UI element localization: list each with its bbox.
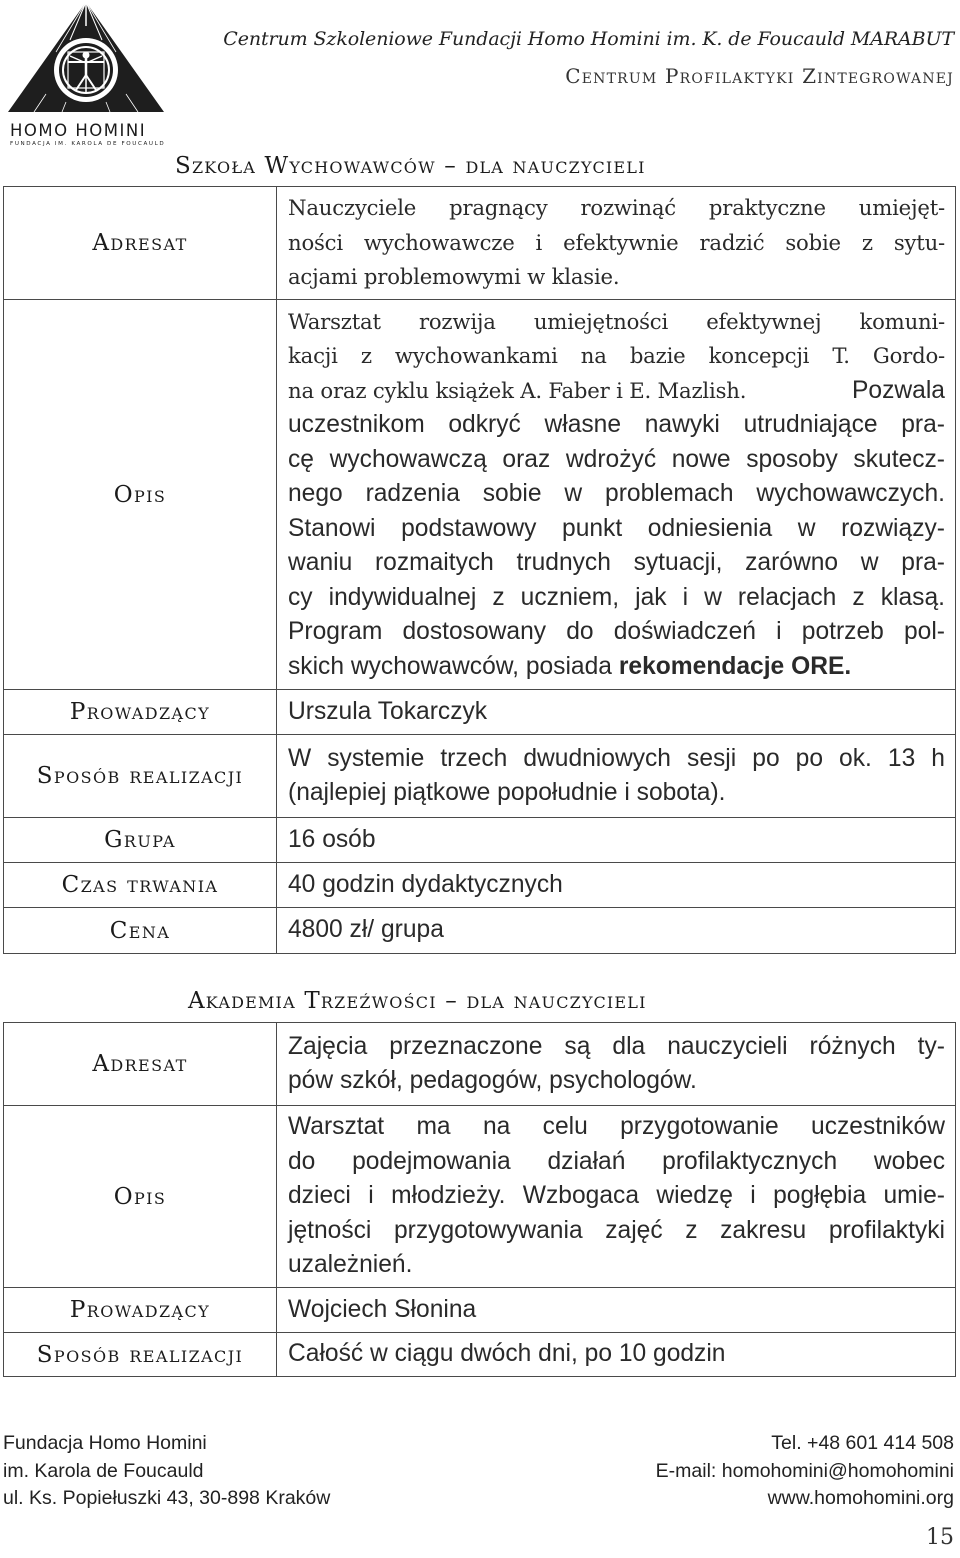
footer-address xyxy=(3,1430,330,1513)
header-centre-name: Centrum Szkoleniowe Fundacji Homo Homini im. K. de Foucauld MARABUT xyxy=(223,28,954,50)
footer-website[interactable]: www.homohomini.org xyxy=(767,1487,954,1509)
value-prowadzacy: Wojciech Słonina xyxy=(277,1288,956,1333)
text-line: W systemie trzech dwudniowych sesji po po ok. 13 h xyxy=(288,744,945,772)
text-line: jętności przygotowywania zajęć z zakresu profilaktyki xyxy=(288,1216,945,1244)
text-line: Stanowi podstawowy punkt odniesienia w rozwiązy- xyxy=(288,514,945,542)
row-prowadzacy xyxy=(4,690,956,735)
label-prowadzacy: Prowadzący xyxy=(4,1288,277,1333)
row-adresat xyxy=(4,1023,956,1106)
label-czas-trwania: Czas trwania xyxy=(4,863,277,908)
text-line: dzieci i młodzieży. Wzbogaca wiedzę i pogłębia umie- xyxy=(288,1182,945,1210)
label-adresat: Adresat xyxy=(4,1023,277,1106)
homo-homini-logo xyxy=(0,0,172,150)
text-line: Warsztat rozwija umiejętności efektywnej komuni- xyxy=(288,308,945,334)
header-centre-subtitle: Centrum Profilaktyki Zintegrowanej xyxy=(565,64,954,88)
footer-contact xyxy=(656,1430,954,1513)
footer-street-address: ul. Ks. Popiełuszki 43, 30-898 Kraków xyxy=(3,1487,331,1509)
value-grupa: 16 osób xyxy=(277,818,956,863)
label-cena: Cena xyxy=(4,908,277,954)
text-fragment: na oraz cyklu książek A. Faber i E. Mazlish. xyxy=(288,377,747,403)
value-sposob-realizacji xyxy=(277,735,956,818)
section-title-akademia-trzezwosci: Akademia Trzeźwości – dla nauczycieli xyxy=(188,988,647,1014)
logo-subtitle: FUNDACJA IM. KAROLA DE FOUCAULD xyxy=(10,141,166,147)
label-sposob-realizacji: Sposób realizacji xyxy=(4,735,277,818)
row-prowadzacy xyxy=(4,1288,956,1333)
page-number: 15 xyxy=(926,1525,954,1550)
label-opis: Opis xyxy=(4,1106,277,1288)
section-title-szkola-wychowawcow: Szkoła Wychowawców – dla nauczycieli xyxy=(175,153,646,179)
text-line: Nauczyciele pragnący rozwinąć praktyczne umiejęt- xyxy=(288,195,945,221)
text-line-mixed xyxy=(288,374,945,409)
row-opis xyxy=(4,300,956,690)
text-line: uczestnikom odkryć własne nawyki utrudniające pra- xyxy=(288,411,945,439)
label-adresat: Adresat xyxy=(4,187,277,300)
text-line: Zajęcia przeznaczone są dla nauczycieli różnych ty- xyxy=(288,1032,945,1060)
value-sposob-realizacji: Całość w ciągu dwóch dni, po 10 godzin xyxy=(277,1333,956,1377)
text-line: cy indywidualnej z uczniem, jak i w relacjach z klasą. xyxy=(288,583,945,611)
text-line-last xyxy=(288,650,945,685)
label-sposob-realizacji: Sposób realizacji xyxy=(4,1333,277,1377)
text-line: cę wychowawczą oraz wdrożyć nowe sposoby skutecz- xyxy=(288,445,945,473)
text-line: Warsztat ma na celu przygotowanie uczestników xyxy=(288,1113,945,1141)
text-line: uzależnień. xyxy=(288,1251,413,1279)
course-table-szkola-wychowawcow xyxy=(3,186,956,954)
text-line: (najlepiej piątkowe popołudnie i sobota). xyxy=(288,779,726,806)
text-line: waniu rozmaitych trudnych sytuacji, zarówno w pra- xyxy=(288,549,945,577)
vitruvian-triangle-logo-icon xyxy=(0,0,172,120)
label-opis: Opis xyxy=(4,300,277,690)
footer-org-patron: im. Karola de Foucauld xyxy=(3,1459,204,1482)
value-cena: 4800 zł/ grupa xyxy=(277,908,956,954)
text-line: pów szkół, pedagogów, psychologów. xyxy=(288,1067,697,1094)
label-prowadzacy: Prowadzący xyxy=(4,690,277,735)
row-sposob-realizacji xyxy=(4,1333,956,1377)
row-czas-trwania xyxy=(4,863,956,908)
row-grupa xyxy=(4,818,956,863)
row-cena xyxy=(4,908,956,954)
value-adresat xyxy=(277,187,956,300)
text-line: nego radzenia sobie w problemach wychowawczych. xyxy=(288,480,945,508)
row-adresat xyxy=(4,187,956,300)
text-line: do podejmowania działań profilaktycznych wobec xyxy=(288,1147,945,1175)
ore-recommendation: rekomendacje ORE. xyxy=(618,652,852,680)
row-opis xyxy=(4,1106,956,1288)
footer-email[interactable]: E-mail: homohomini@homohomini xyxy=(655,1459,954,1482)
text-fragment: Pozwala xyxy=(852,376,945,404)
value-prowadzacy: Urszula Tokarczyk xyxy=(277,690,956,735)
value-adresat xyxy=(277,1023,956,1106)
footer-org-name: Fundacja Homo Homini xyxy=(3,1432,207,1454)
course-table-akademia-trzezwosci xyxy=(3,1022,956,1377)
value-opis xyxy=(277,1106,956,1288)
label-grupa: Grupa xyxy=(4,818,277,863)
row-sposob-realizacji xyxy=(4,735,956,818)
logo-name: HOMO HOMINI xyxy=(10,121,147,140)
footer-phone: Tel. +48 601 414 508 xyxy=(771,1432,954,1454)
text-line: kacji z wychowankami na bazie koncepcji T. Gordo- xyxy=(288,343,945,369)
value-czas-trwania: 40 godzin dydaktycznych xyxy=(277,863,956,908)
text-line: Program dostosowany do doświadczeń i potrzeb pol- xyxy=(288,618,945,646)
text-line: acjami problemowymi w klasie. xyxy=(288,264,620,290)
text-line: ności wychowawcze i efektywnie radzić sobie z sytu- xyxy=(288,229,945,255)
value-opis xyxy=(277,300,956,690)
text-fragment: skich wychowawców, posiada xyxy=(288,652,612,680)
